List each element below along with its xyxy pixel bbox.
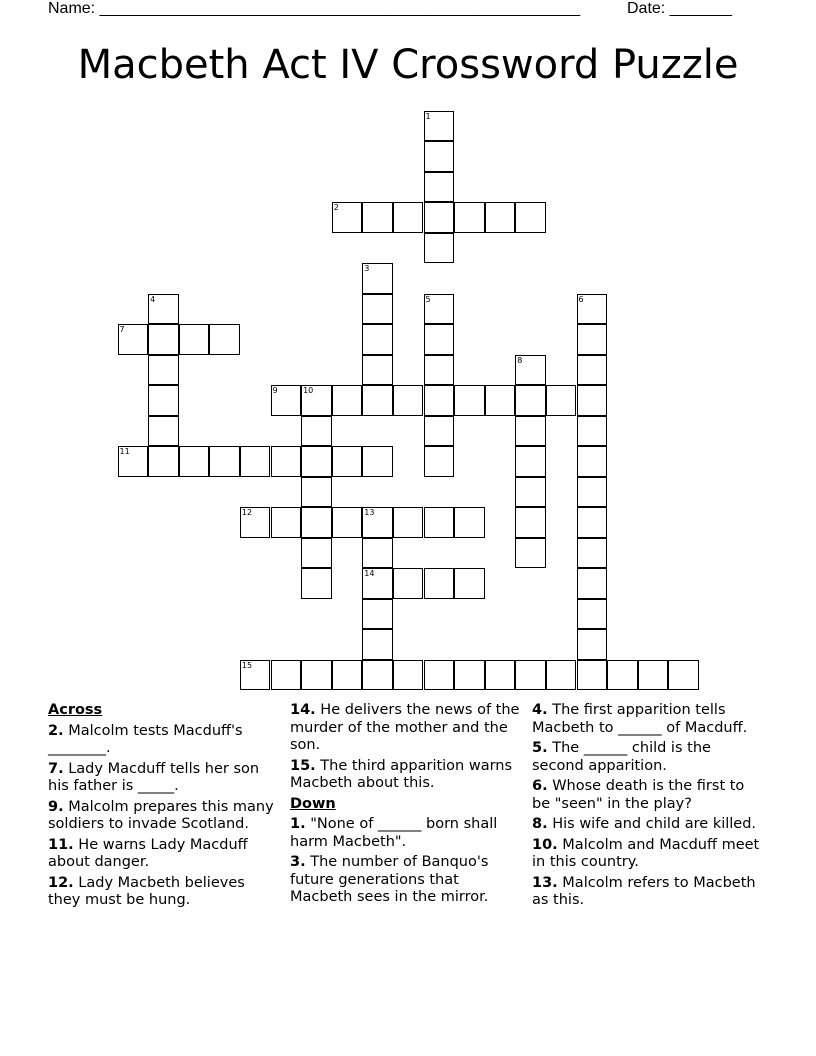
grid-cell[interactable] (515, 477, 546, 508)
grid-cell[interactable] (301, 568, 332, 599)
grid-cell[interactable] (577, 385, 608, 416)
grid-cell[interactable] (271, 446, 302, 477)
grid-cell[interactable] (577, 324, 608, 355)
cell-number: 7 (119, 325, 125, 334)
grid-cell[interactable] (332, 507, 363, 538)
grid-cell[interactable] (362, 294, 393, 325)
cell-number: 13 (364, 508, 375, 517)
grid-cell[interactable] (362, 355, 393, 386)
grid-cell[interactable] (301, 507, 332, 538)
grid-cell[interactable] (332, 385, 363, 416)
grid-cell[interactable] (393, 660, 424, 691)
grid-cell[interactable] (577, 477, 608, 508)
name-line[interactable]: ______________________________________________________ (99, 0, 581, 17)
grid-cell[interactable] (515, 416, 546, 447)
cell-number: 5 (425, 294, 431, 304)
grid-cell[interactable] (393, 568, 424, 599)
grid-cell[interactable] (485, 660, 516, 691)
grid-cell[interactable] (577, 446, 608, 477)
clue-across-11: 11. He warns Lady Macduff about danger. (48, 836, 248, 870)
cell-number: 6 (578, 294, 584, 304)
grid-cell[interactable] (668, 660, 699, 691)
clue-across-7: 7. Lady Macduff tells her son his father is _____. (48, 760, 260, 794)
grid-cell[interactable] (362, 599, 393, 630)
grid-cell[interactable] (301, 446, 332, 477)
grid-cell[interactable] (454, 568, 485, 599)
cell-number: 2 (333, 203, 339, 212)
grid-cell[interactable] (148, 446, 179, 477)
grid-cell[interactable] (577, 294, 608, 325)
clue-across-2: 2. Malcolm tests Macduff's ________. (48, 722, 243, 756)
grid-cell[interactable] (362, 538, 393, 569)
clue-across-14: 14. He delivers the news of the murder of the mother and the son. (290, 702, 520, 753)
clue-column-3 (532, 702, 762, 913)
down-heading: Down (290, 795, 336, 812)
clue-column-2 (290, 702, 522, 910)
grid-cell[interactable] (179, 324, 210, 355)
grid-cell[interactable] (393, 202, 424, 233)
clue-across-12: 12. Lady Macbeth believes they must be hung. (48, 874, 245, 908)
grid-cell[interactable] (179, 446, 210, 477)
grid-cell[interactable] (577, 538, 608, 569)
cell-number: 1 (425, 111, 431, 121)
grid-cell[interactable] (577, 660, 608, 691)
grid-cell[interactable] (118, 324, 149, 355)
grid-cell[interactable] (209, 324, 240, 355)
grid-cell[interactable] (515, 202, 546, 233)
clue-across-15: 15. The third apparition warns Macbeth about this. (290, 757, 513, 791)
grid-cell[interactable] (424, 416, 455, 447)
grid-cell[interactable] (148, 294, 179, 325)
grid-cell[interactable] (424, 202, 455, 233)
clue-down-4: 4. The first apparition tells Macbeth to ______ of Macduff. (532, 702, 748, 736)
grid-cell[interactable] (240, 660, 271, 691)
grid-cell[interactable] (485, 202, 516, 233)
grid-cell[interactable] (118, 446, 149, 477)
grid-cell[interactable] (454, 507, 485, 538)
grid-cell[interactable] (515, 355, 546, 386)
cell-number: 8 (517, 355, 523, 365)
clue-down-6: 6. Whose death is the first to be "seen" in the play? (532, 778, 745, 812)
clue-down-5: 5. The ______ child is the second apparition. (532, 740, 711, 774)
grid-cell[interactable] (638, 660, 669, 691)
grid-cell[interactable] (454, 385, 485, 416)
clue-down-13: 13. Malcolm refers to Macbeth as this. (532, 874, 756, 908)
date-label: Date: (627, 0, 666, 17)
page-title: Macbeth Act IV Crossword Puzzle (77, 42, 739, 88)
cell-number: 11 (119, 447, 130, 456)
grid-cell[interactable] (577, 507, 608, 538)
grid-cell[interactable] (424, 141, 455, 172)
grid-cell[interactable] (301, 477, 332, 508)
grid-cell[interactable] (362, 324, 393, 355)
grid-cell[interactable] (424, 507, 455, 538)
grid-cell[interactable] (362, 263, 393, 294)
clue-column-1 (48, 702, 278, 913)
grid-cell[interactable] (577, 629, 608, 660)
grid-cell[interactable] (240, 446, 271, 477)
grid-cell[interactable] (485, 385, 516, 416)
grid-cell[interactable] (424, 660, 455, 691)
grid-cell[interactable] (301, 385, 332, 416)
clue-down-10: 10. Malcolm and Macduff meet in this country. (532, 836, 760, 870)
cell-number: 9 (272, 386, 278, 395)
grid-cell[interactable] (515, 538, 546, 569)
cell-number: 15 (241, 660, 253, 670)
grid-cell[interactable] (301, 660, 332, 691)
cell-number: 4 (150, 294, 156, 304)
grid-cell[interactable] (515, 385, 546, 416)
grid-cell[interactable] (362, 568, 393, 599)
grid-cell[interactable] (332, 446, 363, 477)
grid-cell[interactable] (148, 385, 179, 416)
grid-cell[interactable] (393, 507, 424, 538)
grid-cell[interactable] (362, 629, 393, 660)
grid-cell[interactable] (546, 660, 577, 691)
grid-cell[interactable] (362, 385, 393, 416)
cell-number: 14 (364, 569, 375, 578)
grid-cell[interactable] (424, 324, 455, 355)
grid-cell[interactable] (577, 599, 608, 630)
grid-cell[interactable] (271, 385, 302, 416)
grid-cell[interactable] (240, 507, 271, 538)
grid-cell[interactable] (454, 660, 485, 691)
grid-cell[interactable] (148, 324, 179, 355)
cell-number: 12 (241, 508, 253, 517)
name-label: Name: (48, 0, 96, 17)
grid-cell[interactable] (424, 294, 455, 325)
grid-cell[interactable] (546, 385, 577, 416)
grid-cell[interactable] (362, 202, 393, 233)
grid-cell[interactable] (424, 355, 455, 386)
grid-cell[interactable] (515, 507, 546, 538)
grid-cell[interactable] (271, 507, 302, 538)
grid-cell[interactable] (515, 660, 546, 691)
grid-cell[interactable] (424, 568, 455, 599)
grid-cell[interactable] (424, 172, 455, 203)
grid-cell[interactable] (577, 568, 608, 599)
clue-down-3: 3. The number of Banquo's future generations that Macbeth sees in the mirror. (290, 854, 489, 905)
clue-down-1: 1. "None of ______ born shall harm Macbeth". (290, 816, 498, 850)
grid-cell[interactable] (393, 385, 424, 416)
grid-cell[interactable] (424, 446, 455, 477)
grid-cell[interactable] (301, 416, 332, 447)
grid-cell[interactable] (209, 446, 240, 477)
cell-number: 3 (364, 264, 370, 273)
grid-cell[interactable] (607, 660, 638, 691)
grid-cell[interactable] (362, 507, 393, 538)
grid-cell[interactable] (424, 111, 455, 142)
clue-across-9: 9. Malcolm prepares this many soldiers to invade Scotland. (48, 798, 274, 832)
grid-cell[interactable] (362, 660, 393, 691)
grid-cell[interactable] (271, 660, 302, 691)
grid-cell[interactable] (148, 355, 179, 386)
grid-cell[interactable] (424, 385, 455, 416)
date-line[interactable]: _______ (669, 0, 732, 17)
grid-cell[interactable] (424, 233, 455, 264)
across-heading: Across (48, 702, 103, 718)
grid-cell[interactable] (515, 446, 546, 477)
grid-cell[interactable] (577, 355, 608, 386)
grid-cell[interactable] (332, 202, 363, 233)
clue-down-8: 8. His wife and child are killed. (532, 816, 757, 832)
grid-cell[interactable] (362, 446, 393, 477)
grid-cell[interactable] (577, 416, 608, 447)
grid-cell[interactable] (301, 538, 332, 569)
cell-number: 10 (303, 386, 314, 395)
grid-cell[interactable] (332, 660, 363, 691)
grid-cell[interactable] (454, 202, 485, 233)
grid-cell[interactable] (148, 416, 179, 447)
